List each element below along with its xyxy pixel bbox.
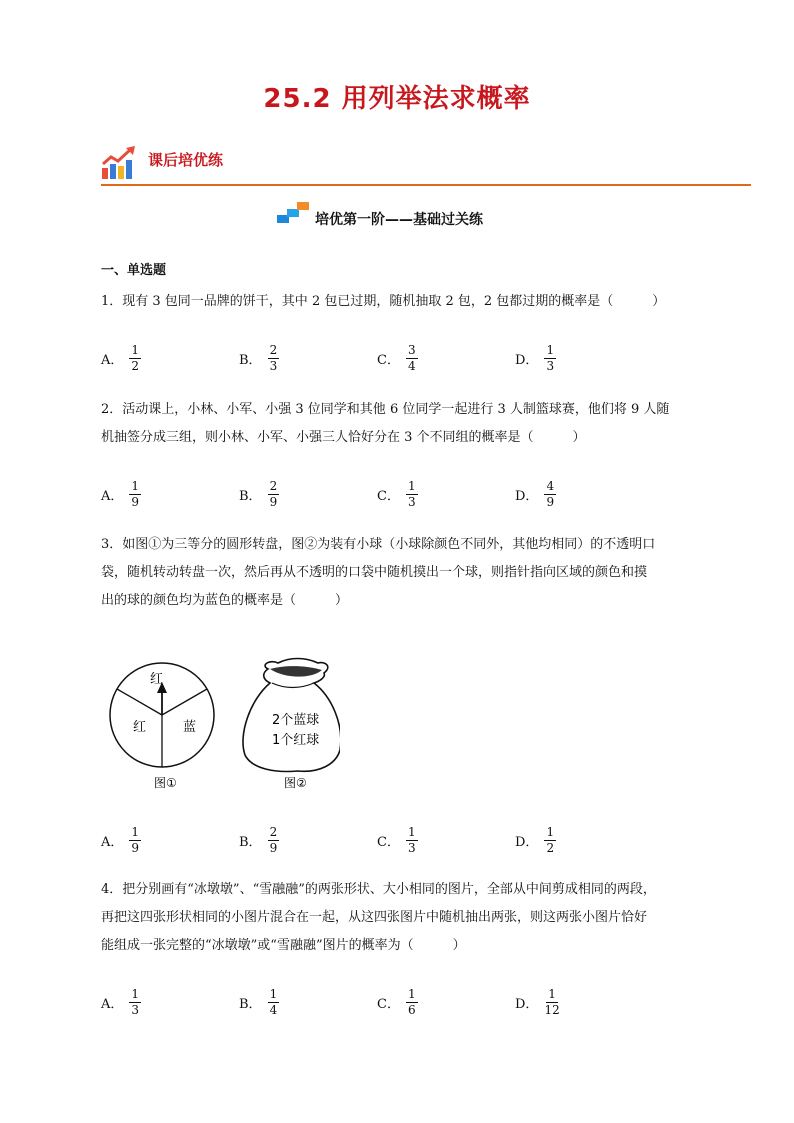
option-d[interactable]: D． $\frac{1}{2}$ [515,824,555,855]
fraction: $\frac{1}{2}$ [131,342,140,373]
figure-caption: 图② [284,776,307,790]
fraction: $\frac{1}{12}$ [544,986,560,1017]
question-line: 4．把分别画有“冰墩墩”、“雪融融”的两张形状、大小相同的图片，全部从中间剪成相同的两段， [101,882,656,897]
bag [243,659,340,791]
option-a[interactable]: A． $\frac{1}{9}$ [101,478,140,509]
fraction: $\frac{1}{4}$ [269,986,278,1017]
option-c[interactable]: C． $\frac{1}{3}$ [377,824,416,855]
question-line: 机抽签分成三组，则小林、小军、小强三人恰好分在 3 个不同组的概率是（ ） [101,430,586,445]
bag-label: 2个蓝球 [272,713,320,728]
figure-caption: 图① [154,776,177,790]
sector-label: 红 [150,672,164,687]
question-4 [101,876,701,960]
question-line: 3．如图①为三等分的圆形转盘，图②为装有小球（小球除颜色不同外，其他均相同）的不透明口 [101,537,656,552]
option-a[interactable]: A． $\frac{1}{9}$ [101,824,140,855]
fraction: $\frac{1}{9}$ [131,824,140,855]
section-divider [101,184,751,186]
question-line: 出的球的颜色均为蓝色的概率是（ ） [101,593,349,608]
option-b[interactable]: B． $\frac{2}{3}$ [239,342,278,373]
fraction: $\frac{2}{9}$ [269,824,278,855]
fraction: $\frac{1}{3}$ [546,342,555,373]
question-line: 2．活动课上，小林、小军、小强 3 位同学和其他 6 位同学一起进行 3 人制篮球赛，他们将 9 人随 [101,402,670,417]
fraction: $\frac{3}{4}$ [407,342,416,373]
fraction: $\frac{1}{3}$ [131,986,140,1017]
question-line: 能组成一张完整的“冰墩墩”或“雪融融”图片的概率为（ ） [101,938,466,953]
option-b[interactable]: B． $\frac{2}{9}$ [239,824,278,855]
fraction: $\frac{2}{3}$ [269,342,278,373]
option-a[interactable]: A． $\frac{1}{2}$ [101,342,140,373]
option-d[interactable]: D． $\frac{4}{9}$ [515,478,555,509]
option-d[interactable]: D． $\frac{1}{3}$ [515,342,555,373]
fraction: $\frac{2}{9}$ [269,478,278,509]
question-line: 再把这四张形状相同的小图片混合在一起，从这四张图片中随机抽出两张，则这两张小图片恰好 [101,910,648,925]
question-3-figure [100,655,340,795]
fraction: $\frac{4}{9}$ [546,478,555,509]
fraction: $\frac{1}{9}$ [131,478,140,509]
bag-label: 1个红球 [272,733,320,748]
option-c[interactable]: C． $\frac{3}{4}$ [377,342,416,373]
fraction: $\frac{1}{3}$ [407,478,416,509]
stairs-icon [277,202,309,224]
fraction: $\frac{1}{3}$ [407,824,416,855]
subsection-title: 培优第一阶——基础过关练 [315,212,483,228]
question-2 [101,396,701,452]
option-b[interactable]: B． $\frac{1}{4}$ [239,986,278,1017]
option-a[interactable]: A． $\frac{1}{3}$ [101,986,140,1017]
option-c[interactable]: C． $\frac{1}{6}$ [377,986,416,1017]
question-1 [101,288,701,316]
sector-label: 红 [133,720,147,735]
chart-logo-icon [101,146,137,180]
option-d[interactable]: D． $\frac{1}{12}$ [515,986,560,1017]
question-line: 袋，随机转动转盘一次，然后再从不透明的口袋中随机摸出一个球，则指针指向区域的颜色和摸 [101,565,648,580]
part-heading: 一、单选题 [101,263,167,278]
page-title: 25.2 用列举法求概率 [263,84,531,114]
fraction: $\frac{1}{6}$ [407,986,416,1017]
fraction: $\frac{1}{2}$ [546,824,555,855]
option-b[interactable]: B． $\frac{2}{9}$ [239,478,278,509]
section-label: 课后培优练 [148,151,224,169]
sector-label: 蓝 [183,720,197,735]
option-c[interactable]: C． $\frac{1}{3}$ [377,478,416,509]
spinner [110,663,214,790]
question-line: 1．现有 3 包同一品牌的饼干，其中 2 包已过期，随机抽取 2 包，2 包都过期的概率是（ ） [101,294,666,309]
question-3 [101,531,701,615]
